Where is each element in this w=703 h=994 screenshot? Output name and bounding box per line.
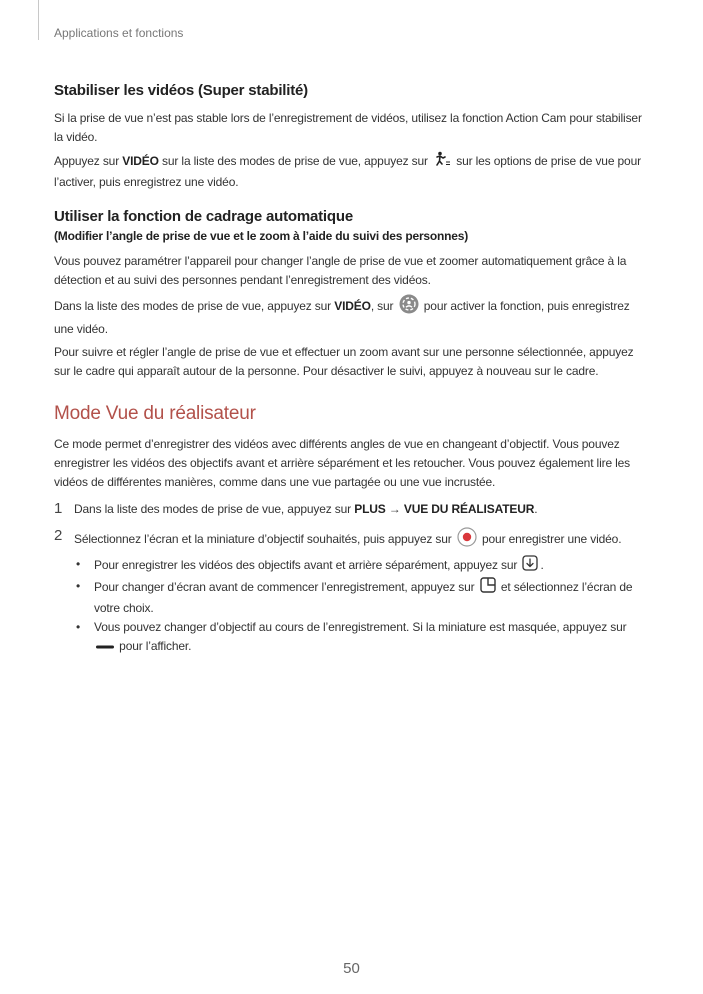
section-auto-framing [54,208,650,381]
video-mode-label: VIDÉO [334,299,371,314]
download-arrow-box-icon [522,555,538,577]
section-title-auto-framing: Utiliser la fonction de cadrage automatique [54,208,353,225]
step-1: 1 Dans la liste des modes de prise de vue, appuyez sur PLUS → VUE DU RÉALISATEUR. [54,500,538,517]
thumbnail-handle-icon [96,637,114,656]
bullet-item: • Pour changer d’écran avant de commencer l’enregistrement, appuyez sur et sélectionnez l’écran de votre choix. [76,579,633,615]
auto-framing-paragraph-3: Pour suivre et régler l’angle de prise de vue et effectuer un zoom avant sur une personne sélectionnée, appuyez sur le cadre qui apparaît autour de la personne. Pour désactiver le suivi, appuyez à nouveau sur le cadre. [54,345,634,378]
running-header: Applications et fonctions [54,26,184,40]
auto-framing-paragraph-1: Vous pouvez paramétrer l’appareil pour changer l’angle de prise de vue et zoomer automatiquement grâce à la détection et au suivi des personnes pendant l’enregistrement des vidéos. [54,254,627,287]
step-2: 2 Sélectionnez l’écran et la miniature d’objectif souhaités, puis appuyez sur pour enregistrer une vidéo. [54,527,650,553]
director-view-label: VUE DU RÉALISATEUR [403,502,535,516]
screen-layout-icon [480,577,496,599]
video-mode-label: VIDÉO [122,154,159,169]
step-number: 1 [54,500,63,517]
director-intro: Ce mode permet d’enregistrer des vidéos avec différents angles de vue en changeant d’objectif. Vous pouvez enregistrer les vidéos des objectifs avant et arrière séparément et les retoucher. Vous pouvez également lire les vidéos de différentes manières, comme dans une vue partagée ou une vue incrustée. [54,437,631,489]
auto-framing-paragraph-2: Dans la liste des modes de prise de vue, appuyez sur VIDÉO, sur pour activer la fonction, puis enregistrez une vidéo. [54,294,650,339]
auto-framing-icon [399,294,419,320]
running-person-icon [433,151,451,173]
section-title-director-view: Mode Vue du réalisateur [54,403,256,424]
page-content [54,82,650,656]
record-button-icon [457,527,477,553]
step-number: 2 [54,527,63,544]
more-label: PLUS [354,502,386,516]
stability-paragraph-2: Appuyez sur VIDÉO sur la liste des modes de prise de vue, appuyez sur sur les options de prise de vue pour l’activer, puis enregistrez une vidéo. [54,151,650,192]
stability-paragraph-1: Si la prise de vue n’est pas stable lors de l’enregistrement de vidéos, utilisez la fonction Action Cam pour stabiliser la vidéo. [54,111,642,144]
header-rule [38,0,39,40]
page-number: 50 [343,960,360,977]
bullet-item: • Vous pouvez changer d’objectif au cours de l’enregistrement. Si la miniature est masquée, appuyez sur pour l’afficher. [74,618,650,656]
bullet-item: • Pour enregistrer les vidéos des objectifs avant et arrière séparément, appuyez sur . [74,555,650,577]
section-title-stability: Stabiliser les vidéos (Super stabilité) [54,82,308,99]
step-2-bullets [54,555,650,656]
section-subtitle-auto-framing: (Modifier l’angle de prise de vue et le zoom à l’aide du suivi des personnes) [54,229,469,243]
section-super-stability [54,82,650,192]
section-director-view [54,403,650,656]
